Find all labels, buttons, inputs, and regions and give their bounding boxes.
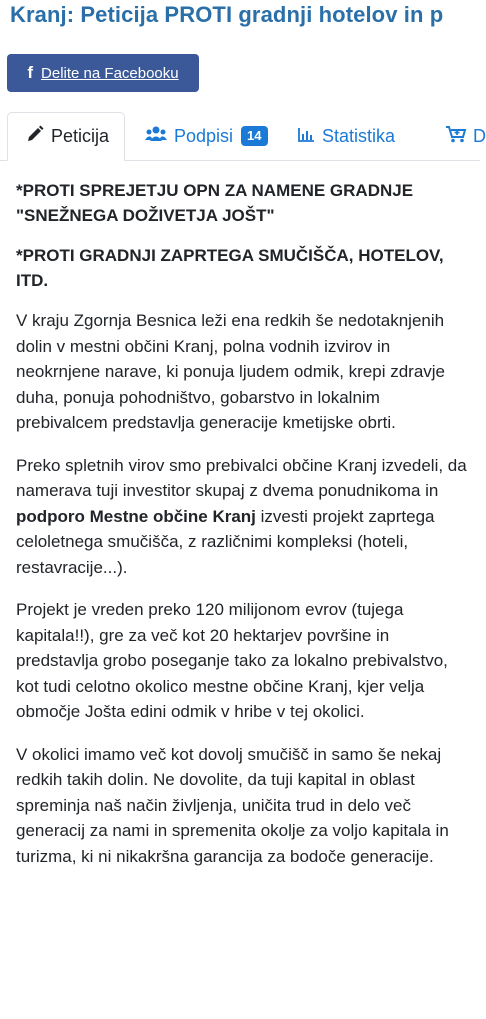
users-icon [145, 126, 167, 147]
petition-content [16, 178, 468, 886]
facebook-icon: f [27, 63, 34, 82]
pen-icon [26, 125, 44, 148]
share-facebook-button[interactable] [7, 54, 199, 92]
petition-heading-1: *PROTI SPREJETJU OPN ZA NAMENE GRADNJE "SNEŽNEGA DOŽIVETJA JOŠT" [16, 181, 414, 225]
paragraph-4: V okolici imamo več kot dovolj smučišč in samo še nekaj redkih takih dolin. Ne dovolite, da tuji kapital in oblast spreminja naš način življenja, uničita trud in delo več generacij za nami in spremenita okolje za voljo kapitala in turizma, ki ni nikakršna garancija za bodoče generacije. [16, 744, 449, 866]
paragraph-2-text-a: Preko spletnih virov smo prebivalci občine Kranj izvedeli, da namerava tuji investitor skupaj z dvema ponudnikoma in [16, 455, 467, 500]
tab-podpisi[interactable] [145, 112, 268, 160]
page-title: Kranj: Peticija PROTI gradnji hotelov in p [10, 2, 444, 27]
petition-heading-2: *PROTI GRADNJI ZAPRTEGA SMUČIŠČA, HOTELOV, ITD. [16, 246, 444, 290]
tab-podpisi-label: Podpisi [174, 125, 234, 146]
paragraph-2-text-b: izvesti projekt zaprtega celoletnega smučišča, z različnimi kompleksi (hoteli, restavracije...). [16, 506, 435, 577]
paragraph-2 [16, 453, 468, 581]
tab-peticija[interactable] [7, 112, 125, 161]
paragraph-1: V kraju Zgornja Besnica leži ena redkih še nedotaknjenih dolin v mestni občini Kranj, polna vodnih izvirov in neokrnjene narave, ki ponuja ljudem odmik, krepi zdravje duha, ponuja pohodništvo, gobarstvo in lokalnim prebivalcem predstavlja generacije kmetijske obrti. [16, 311, 446, 432]
chart-icon [298, 126, 315, 147]
tab-statistika-label: Statistika [322, 125, 396, 146]
tab-statistika[interactable] [298, 112, 395, 160]
tab-extra[interactable] [446, 112, 486, 160]
paragraph-2-bold: podporo Mestne občine Kranj [16, 506, 256, 526]
tab-peticija-label: Peticija [51, 126, 110, 146]
signature-count-badge: 14 [241, 126, 267, 146]
cart-icon [446, 125, 466, 148]
tab-extra-label: D [473, 125, 486, 146]
paragraph-3: Projekt je vreden preko 120 milijonom evrov (tujega kapitala!!), gre za več kot 20 hektarjev površine in predstavlja grobo poseganje tako za lokalno prebivalstvo, kot tudi celotno okolico mestne občine Kranj, kjer velja območje Jošta edini odmik v hribe v tej okolici. [16, 600, 448, 721]
tab-bar [0, 112, 486, 161]
share-facebook-label: Delite na Facebooku [41, 64, 179, 82]
